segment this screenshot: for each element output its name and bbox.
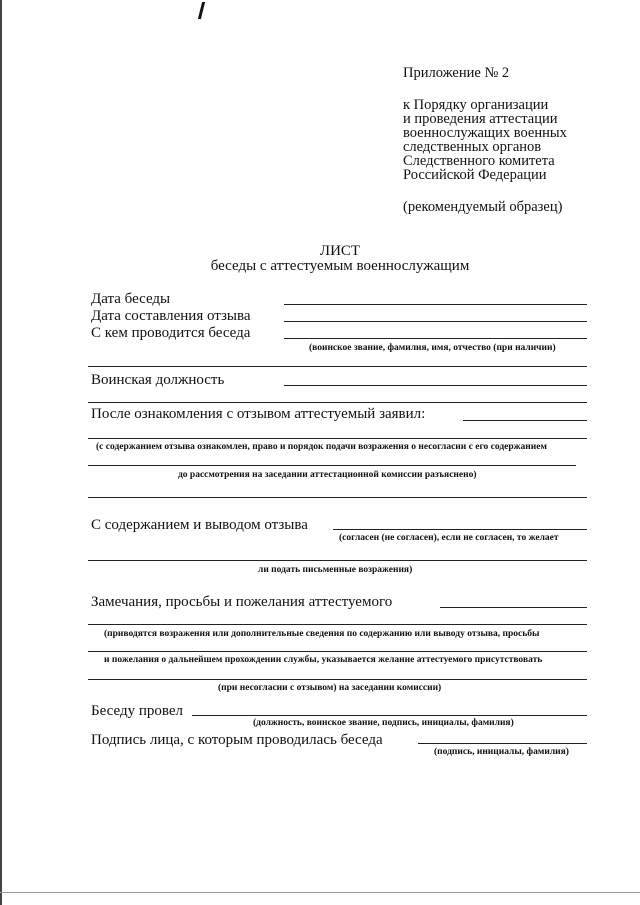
document-subtitle: беседы с аттестуемым военнослужащим (210, 258, 470, 274)
conducted-by-hint: (должность, воинское звание, подпись, инициалы, фамилия) (253, 718, 514, 728)
page-left-edge (0, 0, 2, 905)
remarks-hint: (при несогласии с отзывом) на заседании комиссии) (218, 683, 442, 693)
signature-hint: (подпись, инициалы, фамилия) (434, 747, 569, 757)
order-line: к Порядку организации (403, 97, 549, 113)
order-line: военнослужащих военных (403, 125, 567, 141)
conducted-by-label: Беседу провел (91, 703, 183, 719)
order-line: Следственного комитета (403, 153, 555, 169)
remarks-line-4[interactable] (88, 679, 587, 680)
document-title: ЛИСТ (319, 243, 361, 259)
appendix-label: Приложение № 2 (403, 65, 510, 81)
after-review-hint: (с содержанием отзыва ознакомлен, право и порядок подачи возражения о несогласии с его содержанием (96, 442, 547, 452)
pen-mark (198, 2, 205, 19)
after-review-line-4[interactable] (88, 497, 587, 498)
sample-note: (рекомендуемый образец) (403, 199, 563, 215)
date-review-line[interactable] (284, 321, 587, 322)
remarks-hint: и пожелания о дальнейшем прохождении службы, указывается желание аттестуемого присутствовать (104, 655, 543, 665)
with-whom-line-2[interactable] (88, 366, 587, 367)
agreement-hint: (согласен (не согласен), если не согласен, то желает (339, 533, 559, 543)
with-whom-label: С кем проводится беседа (91, 325, 251, 341)
agreement-label: С содержанием и выводом отзыва (91, 517, 308, 533)
date-conversation-label: Дата беседы (91, 291, 171, 307)
with-whom-hint: (воинское звание, фамилия, имя, отчество (при наличии) (309, 343, 556, 353)
conducted-by-line[interactable] (192, 715, 587, 716)
after-review-line-3[interactable] (88, 465, 576, 466)
remarks-line-3[interactable] (88, 651, 587, 652)
after-review-line-2[interactable] (88, 438, 587, 439)
agreement-hint: ли подать письменные возражения) (258, 565, 413, 575)
signature-line[interactable] (418, 743, 587, 744)
order-line: следственных органов (403, 139, 542, 155)
agreement-line[interactable] (333, 529, 587, 530)
agreement-line-2[interactable] (88, 560, 587, 561)
after-review-line[interactable] (463, 420, 587, 421)
page-bottom-edge (0, 892, 640, 893)
remarks-label: Замечания, просьбы и пожелания аттестуемого (91, 594, 393, 610)
signature-label: Подпись лица, с которым проводилась беседа (91, 732, 383, 748)
after-review-label: После ознакомления с отзывом аттестуемый заявил: (91, 406, 426, 422)
position-line-2[interactable] (88, 402, 587, 403)
order-line: Российской Федерации (403, 167, 547, 183)
position-label: Воинская должность (91, 372, 225, 388)
remarks-hint: (приводятся возражения или дополнительные сведения по содержанию или выводу отзыва, просьбы (104, 629, 540, 639)
position-line[interactable] (284, 385, 587, 386)
after-review-hint: до рассмотрения на заседании аттестационной комиссии разъяснено) (178, 470, 477, 480)
order-line: и проведения аттестации (403, 111, 558, 127)
date-conversation-line[interactable] (284, 304, 587, 305)
remarks-line[interactable] (440, 607, 587, 608)
with-whom-line[interactable] (284, 338, 587, 339)
date-review-label: Дата составления отзыва (91, 308, 251, 324)
remarks-line-2[interactable] (88, 624, 587, 625)
